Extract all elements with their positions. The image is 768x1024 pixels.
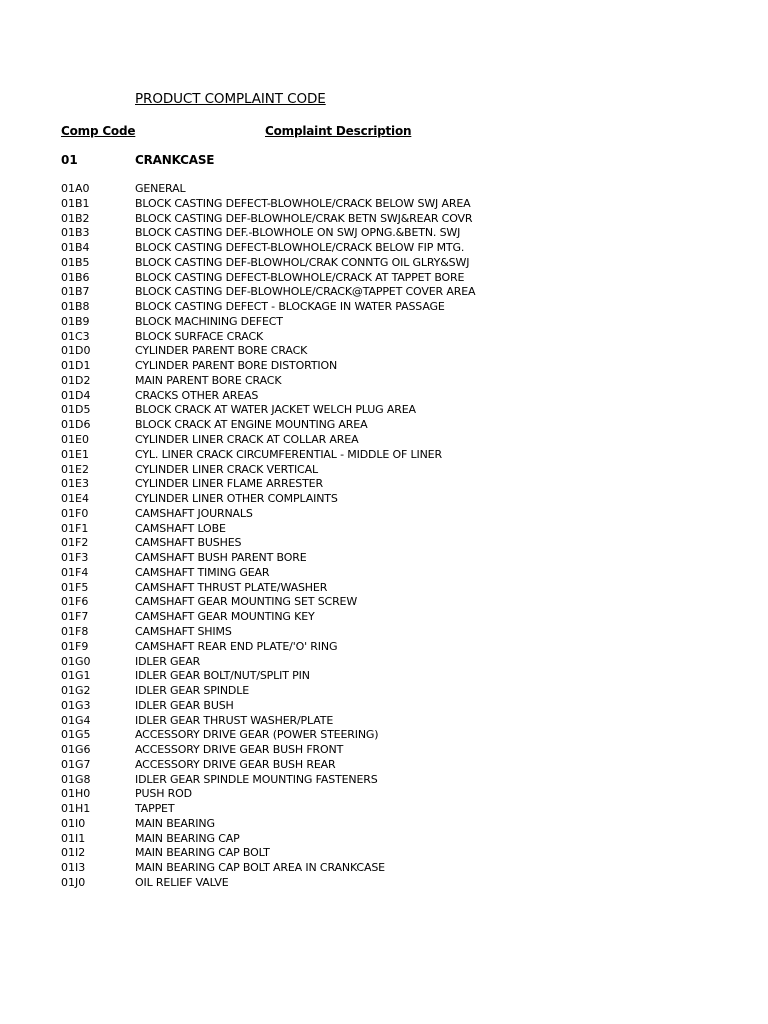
complaint-code: 01B8 [61,300,90,314]
complaint-description: CAMSHAFT SHIMS [135,624,232,638]
complaint-code: 01B1 [61,196,90,210]
complaint-code: 01G7 [61,757,91,771]
complaint-code-row [0,787,768,802]
complaint-code: 01F6 [61,595,89,609]
complaint-description: CYLINDER PARENT BORE CRACK [135,344,308,358]
complaint-code-row [0,418,768,433]
complaint-code-row [0,492,768,507]
complaint-code: 01G1 [61,669,91,683]
complaint-description: MAIN BEARING [135,816,215,830]
complaint-code: 01B7 [61,285,90,299]
complaint-code: 01D4 [61,388,91,402]
complaint-description: IDLER GEAR [135,654,201,668]
complaint-description: CAMSHAFT BUSH PARENT BORE [135,551,307,565]
complaint-code-row [0,610,768,625]
complaint-description: BLOCK SURFACE CRACK [135,329,264,343]
complaint-code-row [0,344,768,359]
complaint-code-row [0,212,768,227]
complaint-description: BLOCK CASTING DEF-BLOWHOLE/CRAK BETN SWJ&REAR COVR [135,211,473,225]
complaint-description: IDLER GEAR BOLT/NUT/SPLIT PIN [135,669,310,683]
complaint-code: 01G2 [61,684,91,698]
complaint-code: 01D1 [61,359,91,373]
section-code: 01 [61,153,78,167]
complaint-code-row [0,463,768,478]
complaint-code-row [0,374,768,389]
complaint-description: CAMSHAFT REAR END PLATE/'O' RING [135,639,338,653]
complaint-code: 01D0 [61,344,91,358]
complaint-code: 01B3 [61,226,90,240]
complaint-description: BLOCK MACHINING DEFECT [135,314,283,328]
complaint-code-row [0,241,768,256]
complaint-code: 01G8 [61,772,91,786]
complaint-code-row [0,507,768,522]
complaint-description: BLOCK CASTING DEFECT - BLOCKAGE IN WATER PASSAGE [135,300,445,314]
complaint-code: 01I0 [61,816,86,830]
complaint-code: 01F9 [61,639,89,653]
complaint-code: 01B9 [61,314,90,328]
complaint-code-row [0,640,768,655]
complaint-code: 01B4 [61,241,90,255]
complaint-code-row [0,817,768,832]
complaint-code: 01I1 [61,831,86,845]
complaint-code-row [0,581,768,596]
complaint-description: IDLER GEAR SPINDLE [135,684,250,698]
complaint-code-row [0,699,768,714]
complaint-description: CAMSHAFT GEAR MOUNTING KEY [135,610,315,624]
complaint-description: CAMSHAFT THRUST PLATE/WASHER [135,580,328,594]
complaint-code-row [0,684,768,699]
complaint-description: CYLINDER LINER FLAME ARRESTER [135,477,323,491]
complaint-code-row [0,551,768,566]
complaint-description: BLOCK CRACK AT WATER JACKET WELCH PLUG AREA [135,403,416,417]
complaint-code-row [0,861,768,876]
complaint-code-row [0,389,768,404]
complaint-description: ACCESSORY DRIVE GEAR (POWER STEERING) [135,728,379,742]
complaint-code: 01F3 [61,551,89,565]
complaint-description: CAMSHAFT JOURNALS [135,506,253,520]
complaint-code: 01C3 [61,329,90,343]
complaint-code-row [0,625,768,640]
complaint-code: 01F7 [61,610,89,624]
complaint-description: CYLINDER PARENT BORE DISTORTION [135,359,338,373]
complaint-description: TAPPET [135,802,175,816]
complaint-code: 01I3 [61,861,86,875]
complaint-code: 01B5 [61,255,90,269]
complaint-description: OIL RELIEF VALVE [135,875,229,889]
complaint-description: BLOCK CASTING DEFECT-BLOWHOLE/CRACK BELOW SWJ AREA [135,196,471,210]
complaint-description: CAMSHAFT GEAR MOUNTING SET SCREW [135,595,358,609]
complaint-code: 01B6 [61,270,90,284]
complaint-code: 01E0 [61,433,89,447]
complaint-description: BLOCK CASTING DEF.-BLOWHOLE ON SWJ OPNG.&BETN. SWJ [135,226,461,240]
complaint-description: ACCESSORY DRIVE GEAR BUSH FRONT [135,743,344,757]
complaint-code: 01D5 [61,403,91,417]
complaint-code: 01I2 [61,846,86,860]
complaint-code-row [0,773,768,788]
complaint-description: CYL. LINER CRACK CIRCUMFERENTIAL - MIDDLE OF LINER [135,447,442,461]
complaint-code-row [0,315,768,330]
complaint-code: 01E2 [61,462,89,476]
column-header-comp-code: Comp Code [61,124,136,138]
complaint-code-row [0,271,768,286]
complaint-code-row [0,832,768,847]
complaint-code: 01B2 [61,211,90,225]
complaint-code: 01G3 [61,698,91,712]
complaint-code: 01E4 [61,492,89,506]
complaint-description: CYLINDER LINER CRACK VERTICAL [135,462,318,476]
complaint-code-row [0,226,768,241]
complaint-code: 01G5 [61,728,91,742]
complaint-code-row [0,728,768,743]
complaint-code-row [0,714,768,729]
complaint-code-row [0,330,768,345]
complaint-code: 01F8 [61,624,89,638]
complaint-description: CYLINDER LINER OTHER COMPLAINTS [135,492,338,506]
complaint-code: 01E3 [61,477,89,491]
complaint-description: BLOCK CRACK AT ENGINE MOUNTING AREA [135,418,368,432]
complaint-code: 01F5 [61,580,89,594]
complaint-description: MAIN BEARING CAP [135,831,240,845]
complaint-description: CYLINDER LINER CRACK AT COLLAR AREA [135,433,359,447]
complaint-code-list [0,182,768,891]
section-name: CRANKCASE [135,153,215,167]
complaint-description: GENERAL [135,182,186,195]
complaint-description: BLOCK CASTING DEFECT-BLOWHOLE/CRACK AT TAPPET BORE [135,270,465,284]
complaint-code-row [0,655,768,670]
complaint-code: 01J0 [61,875,86,889]
complaint-code: 01D6 [61,418,91,432]
complaint-code-row [0,285,768,300]
complaint-code: 01G6 [61,743,91,757]
complaint-code-row [0,876,768,891]
complaint-code-row [0,536,768,551]
complaint-code-row [0,566,768,581]
complaint-code-row [0,595,768,610]
complaint-code: 01H0 [61,787,91,801]
complaint-description: BLOCK CASTING DEF-BLOWHOLE/CRACK@TAPPET COVER AREA [135,285,476,299]
complaint-code-row [0,802,768,817]
complaint-description: MAIN BEARING CAP BOLT [135,846,270,860]
complaint-description: ACCESSORY DRIVE GEAR BUSH REAR [135,757,336,771]
complaint-code-row [0,743,768,758]
complaint-code-row [0,197,768,212]
document-title: PRODUCT COMPLAINT CODE [135,91,326,107]
complaint-code: 01F4 [61,565,89,579]
complaint-description: MAIN PARENT BORE CRACK [135,373,282,387]
complaint-description: MAIN BEARING CAP BOLT AREA IN CRANKCASE [135,861,385,875]
complaint-code-row [0,846,768,861]
complaint-description: IDLER GEAR THRUST WASHER/PLATE [135,713,334,727]
complaint-description: CAMSHAFT BUSHES [135,536,242,550]
complaint-code: 01F1 [61,521,89,535]
complaint-code: 01F0 [61,506,89,520]
complaint-description: PUSH ROD [135,787,193,801]
complaint-code-row [0,522,768,537]
complaint-code: 01G0 [61,654,91,668]
complaint-code-row [0,403,768,418]
complaint-description: CRACKS OTHER AREAS [135,388,259,402]
complaint-description: IDLER GEAR BUSH [135,698,234,712]
complaint-code-row [0,477,768,492]
complaint-code: 01E1 [61,447,89,461]
complaint-description: CAMSHAFT TIMING GEAR [135,565,270,579]
complaint-code-row [0,359,768,374]
complaint-code-row [0,182,768,197]
complaint-code: 01F2 [61,536,89,550]
complaint-code: 01G4 [61,713,91,727]
complaint-code: 01A0 [61,182,90,195]
complaint-code: 01D2 [61,373,91,387]
complaint-code-row [0,300,768,315]
complaint-code-row [0,256,768,271]
complaint-code-row [0,669,768,684]
complaint-code-row [0,448,768,463]
complaint-code: 01H1 [61,802,91,816]
complaint-code-row [0,758,768,773]
complaint-description: BLOCK CASTING DEFECT-BLOWHOLE/CRACK BELOW FIP MTG. [135,241,465,255]
complaint-description: BLOCK CASTING DEF-BLOWHOL/CRAK CONNTG OIL GLRY&SWJ [135,255,470,269]
complaint-code-row [0,433,768,448]
column-header-complaint-description: Complaint Description [265,124,412,138]
complaint-description: IDLER GEAR SPINDLE MOUNTING FASTENERS [135,772,378,786]
complaint-description: CAMSHAFT LOBE [135,521,226,535]
